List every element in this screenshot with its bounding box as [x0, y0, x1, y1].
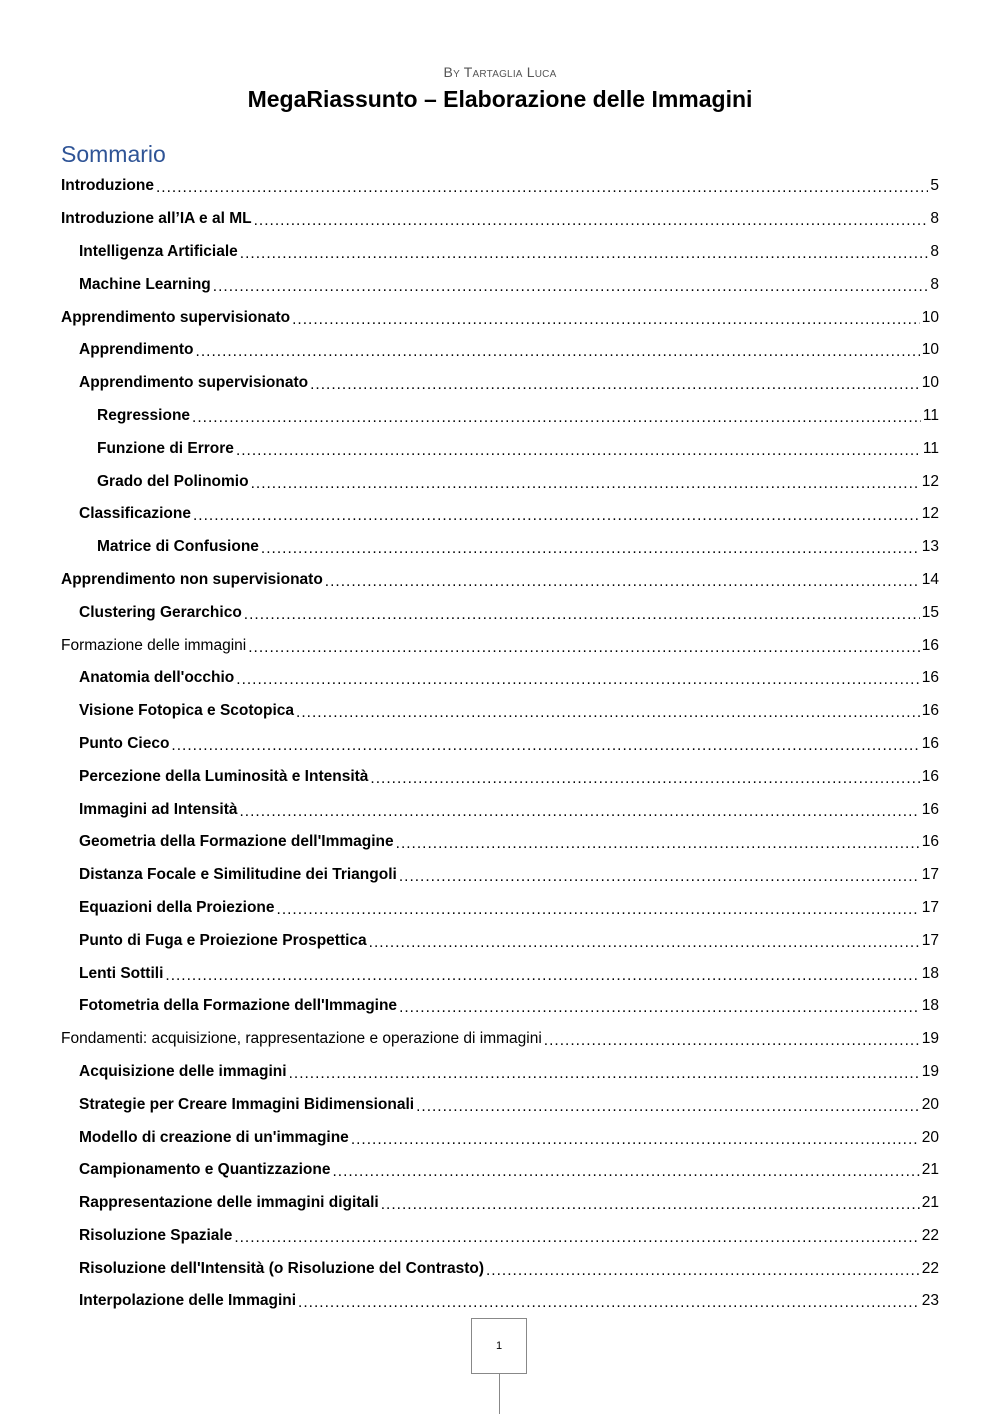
toc-entry[interactable] [61, 1187, 939, 1220]
toc-entry-label: Punto di Fuga e Proiezione Prospettica [79, 931, 367, 949]
toc-heading: Sommario [61, 141, 166, 167]
toc-entry-page: 18 [921, 997, 939, 1015]
toc-entry-page: 8 [930, 275, 939, 293]
toc-dot-leader [239, 803, 919, 821]
toc-entry[interactable] [61, 531, 939, 564]
toc-entry-page: 11 [922, 439, 939, 457]
toc-dot-leader [396, 835, 920, 853]
toc-dot-leader [416, 1098, 920, 1116]
toc-dot-leader [277, 901, 920, 919]
toc-entry-page: 17 [921, 931, 939, 949]
toc-entry[interactable] [61, 236, 939, 269]
toc-entry-page: 23 [921, 1292, 939, 1310]
toc-dot-leader [399, 868, 920, 886]
toc-entry-page: 10 [921, 374, 939, 392]
document-author: By Tartaglia Luca [443, 64, 557, 80]
toc-dot-leader [544, 1032, 920, 1050]
toc-entry[interactable] [61, 1154, 939, 1187]
table-of-contents [61, 170, 939, 1318]
toc-dot-leader [369, 934, 920, 952]
toc-dot-leader [236, 442, 921, 460]
toc-dot-leader [165, 967, 919, 985]
toc-entry[interactable] [61, 203, 939, 236]
toc-entry[interactable] [61, 334, 939, 367]
toc-entry-label: Anatomia dell'occhio [79, 669, 235, 687]
toc-entry-label: Fondamenti: acquisizione, rappresentazione e operazione di immagini [61, 1030, 542, 1048]
toc-entry[interactable] [61, 1088, 939, 1121]
toc-entry-label: Apprendimento [79, 341, 194, 359]
toc-entry-page: 21 [921, 1194, 939, 1212]
toc-entry-page: 8 [930, 242, 939, 260]
toc-entry[interactable] [61, 170, 939, 203]
toc-entry[interactable] [61, 990, 939, 1023]
toc-entry[interactable] [61, 859, 939, 892]
toc-dot-leader [213, 278, 929, 296]
toc-entry-page: 11 [922, 406, 939, 424]
toc-entry[interactable] [61, 1056, 939, 1089]
toc-entry-label: Regressione [97, 406, 191, 424]
toc-entry-label: Intelligenza Artificiale [79, 242, 238, 260]
toc-entry[interactable] [61, 924, 939, 957]
toc-dot-leader [351, 1131, 920, 1149]
toc-dot-leader [240, 245, 929, 263]
toc-dot-leader [244, 606, 920, 624]
toc-entry-page: 17 [921, 866, 939, 884]
toc-entry-page: 10 [921, 308, 939, 326]
toc-entry-label: Rappresentazione delle immagini digitali [79, 1194, 379, 1212]
toc-entry-page: 8 [930, 210, 939, 228]
toc-entry[interactable] [61, 301, 939, 334]
toc-entry-page: 14 [921, 570, 939, 588]
toc-entry-label: Geometria della Formazione dell'Immagine [79, 833, 394, 851]
toc-entry[interactable] [61, 596, 939, 629]
toc-entry[interactable] [61, 826, 939, 859]
toc-entry-page: 5 [930, 177, 939, 195]
toc-entry-page: 10 [921, 341, 939, 359]
toc-entry[interactable] [61, 1285, 939, 1318]
toc-entry-page: 12 [921, 505, 939, 523]
toc-entry[interactable] [61, 268, 939, 301]
toc-entry-label: Classificazione [79, 505, 191, 523]
toc-entry-label: Funzione di Errore [97, 439, 234, 457]
toc-entry-label: Machine Learning [79, 275, 211, 293]
toc-dot-leader [251, 475, 920, 493]
toc-entry[interactable] [61, 793, 939, 826]
toc-dot-leader [192, 409, 921, 427]
toc-entry-label: Acquisizione delle immagini [79, 1062, 287, 1080]
toc-dot-leader [193, 507, 920, 525]
toc-dot-leader [171, 737, 919, 755]
toc-entry-page: 15 [921, 603, 939, 621]
toc-entry-label: Immagini ad Intensità [79, 800, 238, 818]
toc-entry-page: 18 [921, 964, 939, 982]
toc-entry[interactable] [61, 400, 939, 433]
toc-entry-label: Modello di creazione di un'immagine [79, 1128, 349, 1146]
toc-entry-page: 21 [921, 1161, 939, 1179]
toc-entry-page: 16 [921, 734, 939, 752]
toc-entry-label: Introduzione [61, 177, 154, 195]
toc-entry-page: 22 [921, 1259, 939, 1277]
toc-entry[interactable] [61, 629, 939, 662]
toc-entry-page: 16 [921, 800, 939, 818]
toc-dot-leader [310, 376, 920, 394]
toc-entry-page: 16 [921, 767, 939, 785]
toc-entry-label: Campionamento e Quantizzazione [79, 1161, 331, 1179]
toc-entry-label: Matrice di Confusione [97, 538, 259, 556]
toc-dot-leader [248, 639, 920, 657]
document-title: MegaRiassunto – Elaborazione delle Immagini [247, 86, 753, 112]
toc-entry[interactable] [61, 957, 939, 990]
toc-entry-page: 13 [921, 538, 939, 556]
toc-dot-leader [234, 1229, 919, 1247]
toc-dot-leader [486, 1262, 920, 1280]
toc-entry-page: 19 [921, 1030, 939, 1048]
toc-dot-leader [399, 999, 920, 1017]
toc-dot-leader [156, 179, 928, 197]
toc-entry-page: 19 [921, 1062, 939, 1080]
toc-entry-label: Formazione delle immagini [61, 636, 247, 654]
toc-dot-leader [296, 704, 920, 722]
toc-entry-label: Visione Fotopica e Scotopica [79, 702, 295, 720]
toc-entry-page: 16 [921, 833, 939, 851]
toc-entry-label: Fotometria della Formazione dell'Immagine [79, 997, 398, 1015]
toc-entry-label: Percezione della Luminosità e Intensità [79, 767, 369, 785]
toc-dot-leader [325, 573, 920, 591]
toc-entry[interactable] [61, 728, 939, 761]
toc-entry[interactable] [61, 1252, 939, 1285]
page-number: 1 [495, 1340, 503, 1352]
toc-entry-label: Clustering Gerarchico [79, 603, 242, 621]
toc-entry[interactable] [61, 1220, 939, 1253]
toc-entry-label: Apprendimento supervisionato [61, 308, 291, 326]
toc-dot-leader [261, 540, 920, 558]
toc-entry[interactable] [61, 564, 939, 597]
toc-entry-label: Risoluzione Spaziale [79, 1226, 233, 1244]
page-number-connector-line [499, 1374, 500, 1414]
page-number-box [471, 1318, 527, 1374]
toc-entry-label: Strategie per Creare Immagini Bidimensionali [79, 1095, 415, 1113]
toc-dot-leader [292, 311, 920, 329]
toc-entry-page: 16 [921, 669, 939, 687]
toc-entry-page: 12 [921, 472, 939, 490]
toc-entry-label: Interpolazione delle Immagini [79, 1292, 297, 1310]
toc-entry-label: Risoluzione dell'Intensità (o Risoluzione del Contrasto) [79, 1259, 484, 1277]
toc-dot-leader [298, 1294, 920, 1312]
toc-entry[interactable] [61, 892, 939, 925]
toc-entry-page: 20 [921, 1095, 939, 1113]
toc-dot-leader [381, 1196, 920, 1214]
toc-dot-leader [289, 1065, 920, 1083]
toc-entry[interactable] [61, 1023, 939, 1056]
toc-entry[interactable] [61, 695, 939, 728]
toc-entry-label: Distanza Focale e Similitudine dei Triangoli [79, 866, 397, 884]
toc-entry-page: 16 [921, 636, 939, 654]
toc-dot-leader [196, 343, 920, 361]
toc-entry[interactable] [61, 760, 939, 793]
toc-entry[interactable] [61, 465, 939, 498]
toc-entry[interactable] [61, 498, 939, 531]
toc-entry-label: Lenti Sottili [79, 964, 164, 982]
toc-dot-leader [332, 1163, 919, 1181]
toc-dot-leader [370, 770, 919, 788]
toc-entry-page: 17 [921, 898, 939, 916]
toc-entry-label: Equazioni della Proiezione [79, 898, 275, 916]
toc-entry[interactable] [61, 662, 939, 695]
toc-entry-label: Grado del Polinomio [97, 472, 249, 490]
toc-dot-leader [236, 671, 919, 689]
toc-dot-leader [254, 212, 929, 230]
toc-entry-page: 16 [921, 702, 939, 720]
toc-entry-label: Apprendimento non supervisionato [61, 570, 323, 588]
toc-entry[interactable] [61, 432, 939, 465]
toc-entry-label: Apprendimento supervisionato [79, 374, 309, 392]
toc-entry[interactable] [61, 1121, 939, 1154]
toc-entry-label: Punto Cieco [79, 734, 170, 752]
toc-entry[interactable] [61, 367, 939, 400]
toc-entry-label: Introduzione all’IA e al ML [61, 210, 252, 228]
toc-entry-page: 20 [921, 1128, 939, 1146]
toc-entry-page: 22 [921, 1226, 939, 1244]
